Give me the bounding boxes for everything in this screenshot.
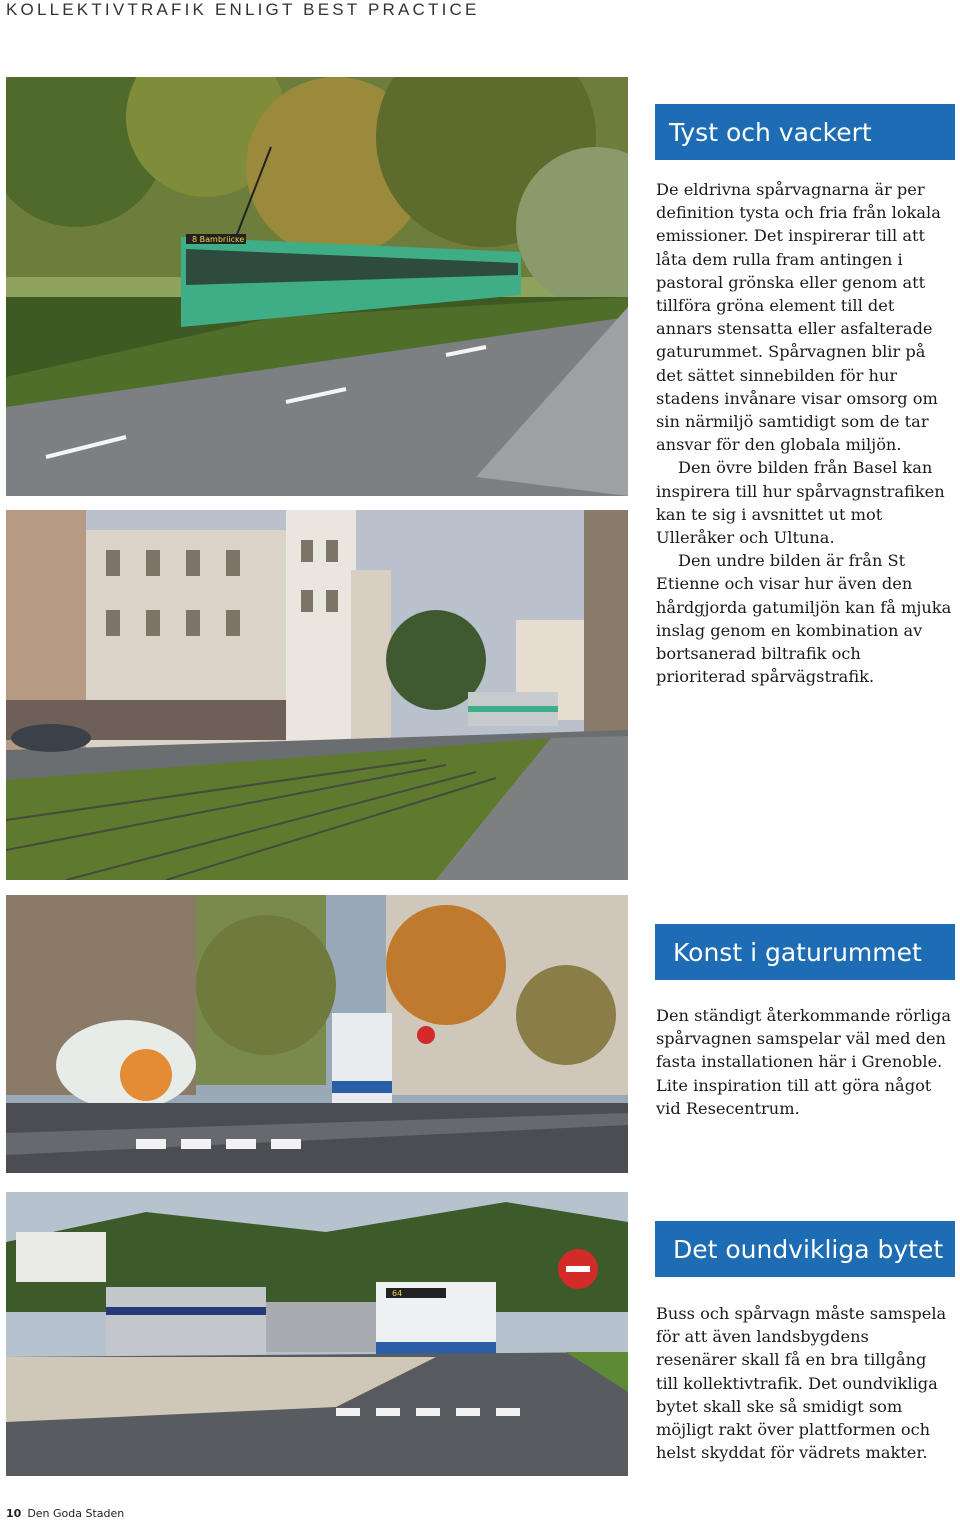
- paragraph: Den övre bilden från Basel kan inspirera till hur spårvagnstrafiken kan te sig i avsnittet ut mot Ulleråker och Ultuna.: [656, 458, 945, 548]
- running-head: KOLLEKTIVTRAFIK ENLIGT BEST PRACTICE: [6, 0, 480, 19]
- page-number: 10: [6, 1507, 22, 1520]
- paragraph: Buss och spårvagn måste samspela för att även landsbygdens resenärer skall få en bra tillgång till kollektivtrafik. Det oundvikliga bytet skall ske så smidigt som möjligt rakt över plattformen och helst skyddat för vädrets makter.: [656, 1304, 947, 1463]
- section-heading-text: Konst i gaturummet: [673, 937, 922, 967]
- page-footer: [6, 1507, 124, 1520]
- photo-tram-bus-interchange: [6, 1192, 628, 1476]
- section-heading-det-oundvikliga-bytet: [655, 1221, 955, 1277]
- section-body-konst-i-gaturummet: [656, 1004, 952, 1120]
- section-heading-text: Tyst och vackert: [669, 117, 872, 147]
- paragraph: De eldrivna spårvagnarna är per definition tysta och fria från lokala emissioner. Det inspirerar till att låta dem rulla fram antingen i pastoral grönska eller genom att tillföra gröna element till det annars stensatta eller asfalterade gaturummet. Spårvagnen blir på det sättet sinnebilden för hur stadens invånare visar omsorg om sin närmiljö samtidigt som de tar ansvar för den globala miljön.: [656, 180, 941, 455]
- section-body-tyst-och-vackert: [656, 178, 952, 688]
- tram-destination-sign: 8 Bambriicke: [192, 235, 245, 244]
- section-body-det-oundvikliga-bytet: [656, 1302, 952, 1464]
- photo-grenoble-art: [6, 895, 628, 1173]
- photo-basel-tram: [6, 77, 628, 496]
- bus-route-sign: 64: [392, 1289, 403, 1298]
- section-heading-text: Det oundvikliga bytet: [673, 1234, 944, 1264]
- paragraph: Den undre bilden är från St Etienne och visar hur även den hårdgjorda gatumiljön kan få mjuka inslag genom en kombination av bortsanerad biltrafik och prioriterad spårvägstrafik.: [656, 551, 952, 687]
- section-heading-tyst-och-vackert: [655, 104, 955, 160]
- photo-st-etienne-street: [6, 510, 628, 880]
- section-heading-konst-i-gaturummet: [655, 924, 955, 980]
- publication-name: Den Goda Staden: [27, 1507, 125, 1520]
- paragraph: Den ständigt återkommande rörliga spårvagnen samspelar väl med den fasta installationen här i Grenoble. Lite inspiration till att göra något vid Resecentrum.: [656, 1006, 952, 1118]
